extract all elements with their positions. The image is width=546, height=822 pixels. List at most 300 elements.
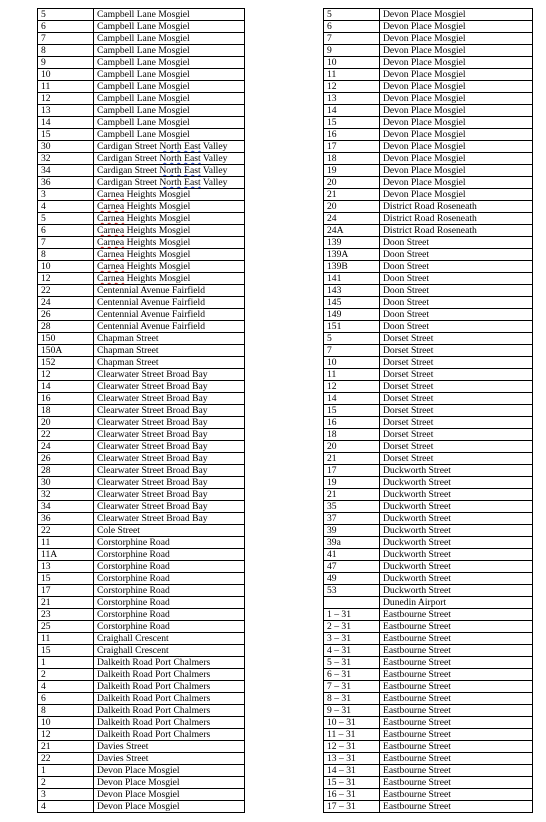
table-row [38,573,245,585]
street-name-cell: Dalkeith Road Port Chalmers [94,729,245,741]
table-row [324,549,533,561]
street-number-cell: 4 – 31 [324,645,380,657]
street-name-cell: Devon Place Mosgiel [380,165,533,177]
street-number-cell: 12 [324,381,380,393]
street-number-cell: 30 [38,141,94,153]
table-row [38,141,245,153]
street-number-cell: 24 [324,213,380,225]
table-row [324,369,533,381]
table-row [324,309,533,321]
table-row [38,417,245,429]
table-row [324,357,533,369]
street-name-cell: Clearwater Street Broad Bay [94,513,245,525]
table-row [38,561,245,573]
street-name-cell: Carnea Heights Mosgiel [94,201,245,213]
table-row [38,345,245,357]
street-name-cell: Eastbourne Street [380,681,533,693]
street-number-cell: 150 [38,333,94,345]
street-name-cell: Doon Street [380,273,533,285]
street-number-cell: 11 [324,369,380,381]
street-number-cell: 9 – 31 [324,705,380,717]
street-number-cell: 22 [38,525,94,537]
table-row [324,417,533,429]
street-number-cell: 22 [38,753,94,765]
street-name-cell: Devon Place Mosgiel [380,93,533,105]
street-number-cell: 20 [324,177,380,189]
street-name-cell: Corstorphine Road [94,585,245,597]
street-name-cell: Carnea Heights Mosgiel [94,261,245,273]
table-row [38,657,245,669]
table-row [324,213,533,225]
table-row [324,729,533,741]
street-name-cell: Doon Street [380,249,533,261]
table-row [324,489,533,501]
street-number-cell: 34 [38,165,94,177]
table-row [38,453,245,465]
table-row [38,549,245,561]
street-number-cell: 4 [38,801,94,813]
street-number-cell: 6 [38,21,94,33]
street-number-cell: 24A [324,225,380,237]
street-number-cell: 10 [324,57,380,69]
table-row [38,57,245,69]
table-row [324,669,533,681]
street-name-cell: Clearwater Street Broad Bay [94,429,245,441]
table-row [38,81,245,93]
street-name-cell: Corstorphine Road [94,573,245,585]
street-number-cell: 18 [38,405,94,417]
street-name-cell: Eastbourne Street [380,717,533,729]
street-name-cell: Duckworth Street [380,537,533,549]
table-row [324,801,533,813]
street-name-cell: Dorset Street [380,393,533,405]
street-number-cell: 11 – 31 [324,729,380,741]
street-name-cell: Doon Street [380,285,533,297]
street-name-cell: Chapman Street [94,345,245,357]
street-number-cell: 152 [38,357,94,369]
street-number-cell: 15 – 31 [324,777,380,789]
street-number-cell: 8 [38,249,94,261]
street-number-cell: 151 [324,321,380,333]
table-row [38,717,245,729]
table-row [38,489,245,501]
street-name-cell: Duckworth Street [380,573,533,585]
table-row [38,729,245,741]
street-number-cell: 10 – 31 [324,717,380,729]
table-row [38,393,245,405]
street-number-cell: 5 – 31 [324,657,380,669]
street-number-cell: 5 [38,213,94,225]
street-name-cell: Devon Place Mosgiel [380,105,533,117]
street-name-cell: Cardigan Street North East Valley [94,153,245,165]
street-number-cell: 26 [38,453,94,465]
street-name-cell: Campbell Lane Mosgiel [94,21,245,33]
table-row [38,129,245,141]
street-name-cell: Eastbourne Street [380,657,533,669]
table-row [324,129,533,141]
table-row [38,249,245,261]
street-number-cell: 34 [38,501,94,513]
table-row [324,117,533,129]
street-name-cell: Doon Street [380,261,533,273]
table-row [38,537,245,549]
street-number-cell: 1 – 31 [324,609,380,621]
street-number-cell: 20 [324,201,380,213]
street-number-cell: 25 [38,621,94,633]
street-name-cell: Campbell Lane Mosgiel [94,33,245,45]
table-row [324,477,533,489]
street-name-cell: Duckworth Street [380,501,533,513]
street-name-cell: Clearwater Street Broad Bay [94,489,245,501]
street-number-cell: 7 [324,345,380,357]
street-name-cell: Carnea Heights Mosgiel [94,189,245,201]
street-name-cell: Dalkeith Road Port Chalmers [94,669,245,681]
street-number-cell: 53 [324,585,380,597]
table-row [324,633,533,645]
table-row [324,705,533,717]
street-number-cell: 12 [38,93,94,105]
street-name-cell: Eastbourne Street [380,741,533,753]
table-row [38,477,245,489]
street-number-cell: 4 [38,201,94,213]
table-row [324,405,533,417]
street-name-cell: Clearwater Street Broad Bay [94,417,245,429]
address-table-left [37,8,245,813]
street-name-cell: Doon Street [380,297,533,309]
street-name-cell: Devon Place Mosgiel [380,129,533,141]
street-name-cell: Dorset Street [380,441,533,453]
table-row [38,621,245,633]
street-name-cell: Clearwater Street Broad Bay [94,393,245,405]
table-row [324,561,533,573]
street-name-cell: Cole Street [94,525,245,537]
table-row [324,285,533,297]
street-number-cell: 3 [38,789,94,801]
street-name-cell: Craighall Crescent [94,645,245,657]
table-row [38,405,245,417]
street-number-cell: 39 [324,525,380,537]
street-name-cell: Dorset Street [380,453,533,465]
street-number-cell: 20 [324,441,380,453]
table-row [324,69,533,81]
table-row [324,201,533,213]
table-row [324,453,533,465]
table-row [38,633,245,645]
street-number-cell: 24 [38,297,94,309]
street-name-cell: Doon Street [380,309,533,321]
street-name-cell: Dorset Street [380,369,533,381]
street-number-cell: 26 [38,309,94,321]
table-row [324,585,533,597]
street-number-cell: 7 – 31 [324,681,380,693]
table-row [324,261,533,273]
street-name-cell: District Road Roseneath [380,225,533,237]
street-name-cell: Corstorphine Road [94,537,245,549]
street-number-cell: 32 [38,489,94,501]
street-name-cell: Duckworth Street [380,477,533,489]
table-row [324,21,533,33]
street-number-cell: 2 [38,669,94,681]
table-row [38,381,245,393]
street-number-cell: 17 [324,141,380,153]
table-row [38,753,245,765]
table-row [38,189,245,201]
street-name-cell: Carnea Heights Mosgiel [94,213,245,225]
street-name-cell: Eastbourne Street [380,633,533,645]
street-name-cell: Duckworth Street [380,489,533,501]
street-name-cell: Davies Street [94,741,245,753]
table-row [38,609,245,621]
table-row [38,441,245,453]
street-number-cell: 13 [324,93,380,105]
table-row [324,441,533,453]
street-name-cell: Cardigan Street North East Valley [94,177,245,189]
street-number-cell: 11 [38,537,94,549]
table-row [38,261,245,273]
street-number-cell: 10 [38,717,94,729]
street-name-cell: Dalkeith Road Port Chalmers [94,693,245,705]
street-name-cell: Carnea Heights Mosgiel [94,249,245,261]
street-number-cell: 11 [38,633,94,645]
table-row [324,225,533,237]
street-name-cell: Eastbourne Street [380,693,533,705]
street-name-cell: Carnea Heights Mosgiel [94,237,245,249]
street-name-cell: Dorset Street [380,345,533,357]
street-name-cell: Corstorphine Road [94,549,245,561]
street-name-cell: Devon Place Mosgiel [380,177,533,189]
table-row [38,501,245,513]
table-row [38,225,245,237]
table-row [38,201,245,213]
table-row [324,93,533,105]
table-row [324,789,533,801]
table-row [38,153,245,165]
street-name-cell: Campbell Lane Mosgiel [94,57,245,69]
street-name-cell: Clearwater Street Broad Bay [94,465,245,477]
street-number-cell: 141 [324,273,380,285]
street-number-cell: 30 [38,477,94,489]
table-row [38,21,245,33]
street-name-cell: Duckworth Street [380,549,533,561]
table-row [324,333,533,345]
street-number-cell: 21 [324,189,380,201]
street-name-cell: Dorset Street [380,381,533,393]
street-name-cell: Devon Place Mosgiel [380,153,533,165]
street-name-cell: Eastbourne Street [380,801,533,813]
table-row [38,525,245,537]
street-number-cell: 5 [324,333,380,345]
street-number-cell: 149 [324,309,380,321]
table-row [38,369,245,381]
street-name-cell: Devon Place Mosgiel [94,789,245,801]
street-number-cell: 35 [324,501,380,513]
street-number-cell: 18 [324,153,380,165]
table-row [38,45,245,57]
street-number-cell: 21 [38,741,94,753]
street-number-cell: 47 [324,561,380,573]
street-number-cell: 15 [38,129,94,141]
street-number-cell: 12 [38,369,94,381]
street-name-cell: Corstorphine Road [94,597,245,609]
street-name-cell: Campbell Lane Mosgiel [94,45,245,57]
street-number-cell: 20 [38,417,94,429]
street-name-cell: Clearwater Street Broad Bay [94,453,245,465]
street-number-cell: 145 [324,297,380,309]
street-name-cell: Dunedin Airport [380,597,533,609]
street-number-cell: 3 – 31 [324,633,380,645]
street-name-cell: Clearwater Street Broad Bay [94,501,245,513]
street-name-cell: Craighall Crescent [94,633,245,645]
street-name-cell: Eastbourne Street [380,645,533,657]
street-name-cell: Dalkeith Road Port Chalmers [94,705,245,717]
table-row [38,33,245,45]
street-name-cell: Eastbourne Street [380,729,533,741]
street-number-cell: 12 [38,273,94,285]
street-name-cell: Carnea Heights Mosgiel [94,225,245,237]
street-number-cell: 14 [38,381,94,393]
table-row [324,765,533,777]
street-name-cell: Eastbourne Street [380,777,533,789]
street-name-cell: Devon Place Mosgiel [380,33,533,45]
table-row [324,153,533,165]
street-name-cell: Chapman Street [94,357,245,369]
street-name-cell: Clearwater Street Broad Bay [94,381,245,393]
street-number-cell: 49 [324,573,380,585]
street-name-cell: Devon Place Mosgiel [94,765,245,777]
table-row [324,249,533,261]
table-row [38,213,245,225]
street-number-cell: 12 [38,729,94,741]
street-number-cell: 15 [324,405,380,417]
street-number-cell: 22 [38,429,94,441]
street-number-cell: 21 [38,597,94,609]
table-row [324,501,533,513]
street-name-cell: Duckworth Street [380,585,533,597]
street-number-cell: 10 [38,69,94,81]
street-number-cell: 14 [324,393,380,405]
street-name-cell: Centennial Avenue Fairfield [94,285,245,297]
table-row [38,117,245,129]
table-row [38,705,245,717]
street-number-cell: 143 [324,285,380,297]
street-number-cell: 23 [38,609,94,621]
street-number-cell: 37 [324,513,380,525]
street-number-cell: 8 – 31 [324,693,380,705]
table-row [38,105,245,117]
table-row [324,465,533,477]
street-name-cell: Dorset Street [380,417,533,429]
street-name-cell: Duckworth Street [380,465,533,477]
table-row [324,609,533,621]
street-number-cell: 17 [38,585,94,597]
street-name-cell: Cardigan Street North East Valley [94,165,245,177]
street-number-cell: 5 [38,9,94,21]
street-name-cell: District Road Roseneath [380,213,533,225]
table-row [324,393,533,405]
table-row [324,597,533,609]
street-number-cell: 17 – 31 [324,801,380,813]
street-name-cell: Campbell Lane Mosgiel [94,93,245,105]
street-name-cell: Centennial Avenue Fairfield [94,309,245,321]
street-number-cell: 15 [38,573,94,585]
table-row [324,621,533,633]
street-name-cell: Cardigan Street North East Valley [94,141,245,153]
street-number-cell: 8 [38,705,94,717]
street-name-cell: Corstorphine Road [94,561,245,573]
street-number-cell: 14 [38,117,94,129]
street-name-cell: Eastbourne Street [380,765,533,777]
street-name-cell: Chapman Street [94,333,245,345]
table-row [38,645,245,657]
table-row [38,177,245,189]
street-name-cell: Dorset Street [380,405,533,417]
street-number-cell: 3 [38,189,94,201]
table-row [38,585,245,597]
street-name-cell: Duckworth Street [380,513,533,525]
table-row [324,741,533,753]
street-number-cell: 7 [324,33,380,45]
street-name-cell: Campbell Lane Mosgiel [94,105,245,117]
street-name-cell: Duckworth Street [380,525,533,537]
street-name-cell: Dalkeith Road Port Chalmers [94,717,245,729]
table-row [324,297,533,309]
street-number-cell: 15 [38,645,94,657]
street-number-cell: 7 [38,33,94,45]
table-row [324,273,533,285]
street-number-cell: 5 [324,9,380,21]
table-row [324,141,533,153]
street-name-cell: Dalkeith Road Port Chalmers [94,681,245,693]
street-number-cell: 6 [324,21,380,33]
street-name-cell: Davies Street [94,753,245,765]
street-name-cell: Devon Place Mosgiel [380,117,533,129]
street-number-cell: 18 [324,429,380,441]
street-name-cell: Clearwater Street Broad Bay [94,405,245,417]
street-number-cell: 24 [38,441,94,453]
street-number-cell: 16 – 31 [324,789,380,801]
table-row [38,801,245,813]
street-name-cell: Clearwater Street Broad Bay [94,441,245,453]
street-number-cell: 10 [324,357,380,369]
street-number-cell: 17 [324,465,380,477]
table-row [38,777,245,789]
street-number-cell: 11 [324,69,380,81]
street-name-cell: Eastbourne Street [380,753,533,765]
table-row [38,429,245,441]
table-row [38,9,245,21]
street-number-cell: 14 – 31 [324,765,380,777]
street-name-cell: Carnea Heights Mosgiel [94,273,245,285]
street-number-cell: 12 [324,81,380,93]
street-name-cell: Devon Place Mosgiel [94,777,245,789]
street-number-cell: 2 – 31 [324,621,380,633]
street-name-cell: Centennial Avenue Fairfield [94,321,245,333]
table-row [324,381,533,393]
table-row [38,465,245,477]
table-row [324,753,533,765]
street-number-cell [324,597,380,609]
street-number-cell: 36 [38,513,94,525]
street-number-cell: 16 [38,393,94,405]
street-number-cell: 7 [38,237,94,249]
table-row [324,45,533,57]
table-row [324,9,533,21]
table-row [38,357,245,369]
street-name-cell: Campbell Lane Mosgiel [94,9,245,21]
table-row [38,321,245,333]
street-name-cell: Devon Place Mosgiel [380,21,533,33]
street-name-cell: Devon Place Mosgiel [380,189,533,201]
